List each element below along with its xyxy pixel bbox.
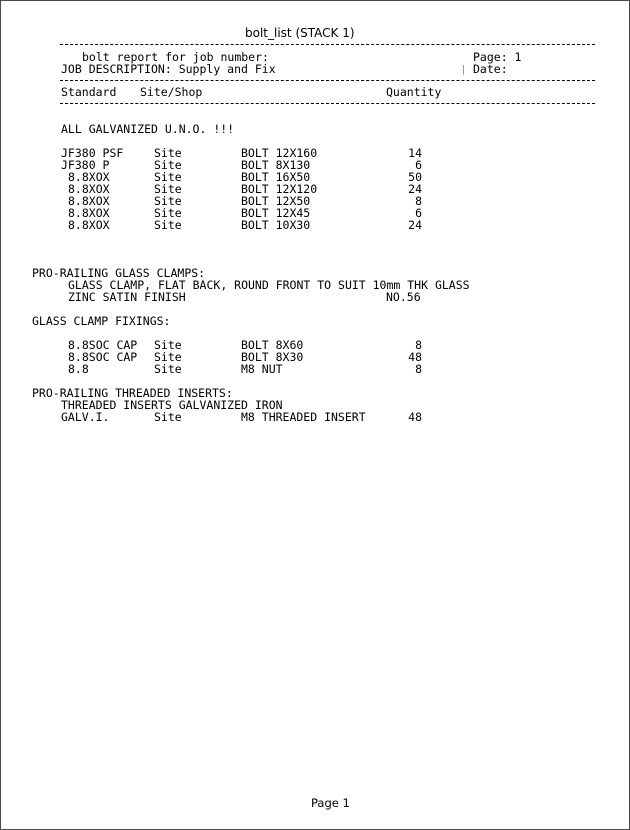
- fixing-site: Site: [154, 362, 182, 376]
- glass-clamps-quantity: NO.56: [386, 290, 421, 304]
- page-number-label: Page: 1: [473, 50, 522, 64]
- bolt-item: BOLT 16X50: [241, 170, 311, 184]
- bolt-item: BOLT 8X130: [241, 158, 311, 172]
- column-header-standard: Standard: [61, 85, 117, 99]
- fixing-standard: 8.8SOC CAP: [68, 350, 138, 364]
- report-title: bolt_list (STACK 1): [245, 26, 355, 40]
- header-rule-top: [60, 44, 595, 45]
- header-rule-bottom: [60, 103, 595, 104]
- fixing-site: Site: [154, 338, 182, 352]
- bolt-standard: JF380 PSF: [61, 146, 124, 160]
- glass-clamps-finish: ZINC SATIN FINISH: [68, 290, 186, 304]
- bolt-site: Site: [154, 194, 182, 208]
- bolt-qty: 6: [415, 206, 422, 220]
- threaded-inserts-description: THREADED INSERTS GALVANIZED IRON: [61, 398, 283, 412]
- bolt-item: BOLT 12X160: [241, 146, 318, 160]
- bolt-site: Site: [154, 218, 182, 232]
- bolt-site: Site: [154, 146, 182, 160]
- threaded-inserts-heading: PRO-RAILING THREADED INSERTS:: [32, 386, 233, 400]
- fixing-qty: 8: [415, 362, 422, 376]
- bolt-standard: 8.8XOX: [68, 170, 110, 184]
- fixing-standard: 8.8SOC CAP: [68, 338, 138, 352]
- bolt-qty: 24: [408, 182, 422, 196]
- clamp-fixings-heading: GLASS CLAMP FIXINGS:: [32, 314, 171, 328]
- fixing-standard: 8.8: [68, 362, 89, 376]
- bolt-site: Site: [154, 170, 182, 184]
- column-header-site-shop: Site/Shop: [140, 85, 203, 99]
- header-divider: [463, 65, 464, 75]
- bolt-qty: 6: [415, 158, 422, 172]
- page-footer: Page 1: [311, 796, 350, 810]
- insert-site: Site: [154, 410, 182, 424]
- bolt-qty: 8: [415, 194, 422, 208]
- insert-item: M8 THREADED INSERT: [241, 410, 366, 424]
- bolt-site: Site: [154, 182, 182, 196]
- bolt-standard: 8.8XOX: [68, 218, 110, 232]
- job-number-label: bolt report for job number:: [82, 50, 269, 64]
- bolt-item: BOLT 12X50: [241, 194, 311, 208]
- insert-qty: 48: [408, 410, 422, 424]
- fixing-site: Site: [154, 350, 182, 364]
- bolt-item: BOLT 10X30: [241, 218, 311, 232]
- fixing-item: BOLT 8X30: [241, 350, 304, 364]
- column-header-quantity: Quantity: [386, 85, 442, 99]
- bolt-site: Site: [154, 158, 182, 172]
- bolt-qty: 50: [408, 170, 422, 184]
- bolt-standard: 8.8XOX: [68, 182, 110, 196]
- bolt-item: BOLT 12X45: [241, 206, 311, 220]
- galvanized-note: ALL GALVANIZED U.N.O. !!!: [61, 122, 235, 136]
- bolt-site: Site: [154, 206, 182, 220]
- bolt-standard: 8.8XOX: [68, 194, 110, 208]
- bolt-item: BOLT 12X120: [241, 182, 318, 196]
- header-rule-middle: [60, 80, 595, 81]
- fixing-item: BOLT 8X60: [241, 338, 304, 352]
- fixing-item: M8 NUT: [241, 362, 283, 376]
- glass-clamps-description: GLASS CLAMP, FLAT BACK, ROUND FRONT TO SUIT 10mm THK GLASS: [68, 278, 470, 292]
- job-description: JOB DESCRIPTION: Supply and Fix: [61, 62, 276, 76]
- bolt-qty: 14: [408, 146, 422, 160]
- insert-standard: GALV.I.: [61, 410, 110, 424]
- bolt-standard: 8.8XOX: [68, 206, 110, 220]
- fixing-qty: 8: [415, 338, 422, 352]
- glass-clamps-heading: PRO-RAILING GLASS CLAMPS:: [32, 266, 206, 280]
- fixing-qty: 48: [408, 350, 422, 364]
- bolt-standard: JF380 P: [61, 158, 110, 172]
- bolt-qty: 24: [408, 218, 422, 232]
- date-label: Date:: [473, 62, 508, 76]
